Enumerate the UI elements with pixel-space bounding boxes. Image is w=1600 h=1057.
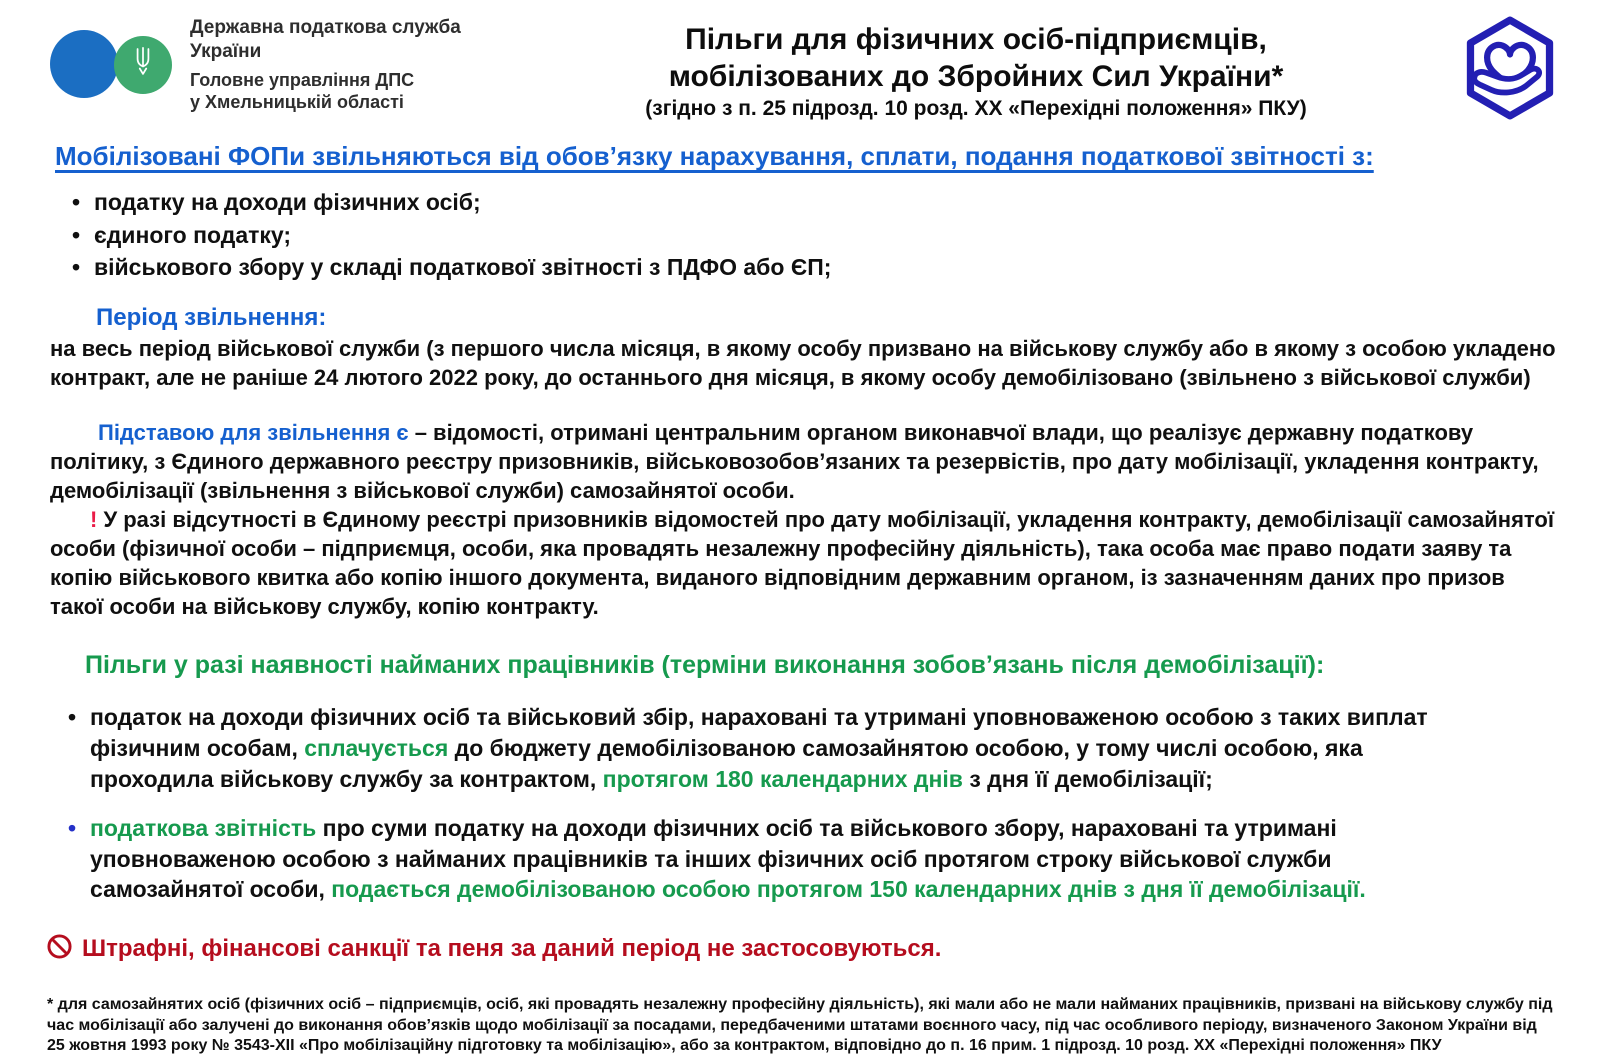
benefit-text — [90, 702, 1480, 794]
bullet-icon: • — [72, 254, 81, 281]
list-item-text: податку на доходи фізичних осіб; — [94, 189, 481, 215]
trident-icon — [130, 45, 156, 84]
penalties-text: Штрафні, фінансові санкції та пеня за даний період не застосовуються. — [82, 935, 942, 963]
care-heart-icon — [1458, 16, 1562, 125]
penalties-note — [46, 933, 1600, 965]
basis-paragraph — [50, 418, 1558, 505]
header — [0, 0, 1600, 125]
warning-body: У разі відсутності в Єдиному реєстрі призовників відомостей про дату мобілізації, укладення контракту, демобілізації самозайнятої особи (фізичної особи – підприємця, особи, яка провадять незалежну професійну діяльність), така особа має право подати заяву та копію військового квитка або копію іншого документа, виданого відповідним державним органом, із зазначенням даних про призов такої особи на військову службу, копію контракту. — [50, 507, 1555, 620]
benefits-heading: Пільги у разі наявності найманих працівників (терміни виконання зобов’язань після демобілізації): — [85, 651, 1325, 680]
basis-lead: Підставою для звільнення є — [98, 420, 409, 446]
list-item — [72, 251, 1600, 284]
benefit-highlight: протягом 180 календарних днів — [602, 766, 963, 792]
footnote: * для самозайнятих осіб (фізичних осіб – підприємців, осіб, які провадять незалежну професійну діяльність), які мали або не мали найманих працівників, призвані на військову службу під час мобілізації або залучені до виконання обов’язків щодо мобілізації за посадами, передбаченими штатами воєнного часу, під час особливого періоду, визначеного Законом України від 25 жовтня 1993 року № 3543-ХІІ «Про мобілізаційну підготовку та мобілізацію», або за контрактом, відповідно до п. 16 прим. 1 підрозд. 10 розд. ХХ «Перехідні положення» ПКУ — [47, 996, 1553, 1055]
warning-exclamation-icon: ! — [90, 507, 98, 533]
list-item — [72, 186, 1600, 219]
bullet-icon: • — [68, 704, 77, 731]
org-name-block — [190, 16, 500, 114]
list-item — [72, 219, 1600, 252]
basis-body: – відомості, отримані центральним органом виконавчої влади, що реалізує державну податкову політику, з Єдиного державного реєстру призовників, військовозобов’язаних та резервістів, про дату мобілізації, укладення контракту, демобілізації (звільнення з військової служби) самозайнятої особи. — [50, 420, 1539, 504]
list-item-text: військового збору у складі податкової звітності з ПДФО або ЄП; — [94, 254, 832, 281]
bullet-icon: • — [72, 221, 81, 248]
exemption-list — [72, 186, 1600, 284]
benefit-item-tax-payment — [68, 702, 1480, 794]
title-line-1: Пільги для фізичних осіб-підприємців, — [685, 23, 1267, 56]
page-title — [500, 16, 1452, 121]
org-department: Головне управління ДПС — [190, 69, 415, 90]
warning-paragraph — [50, 505, 1558, 621]
benefit-item-tax-reporting — [68, 813, 1480, 905]
period-heading: Період звільнення: — [96, 303, 327, 331]
bullet-icon: • — [68, 814, 77, 841]
bullet-icon: • — [72, 189, 81, 215]
prohibition-icon — [46, 933, 73, 965]
exemption-heading: Мобілізовані ФОПи звільняються від обов’язку нарахування, сплати, подання податкової звітності з: — [55, 141, 1374, 171]
logo-green-circle — [114, 36, 172, 94]
benefit-text — [90, 813, 1480, 905]
benefit-text-part: про суми податку на доходи фізичних осіб та військового збору, нараховані та утримані уповноваженою особою з найманих працівників та інших фізичних осіб протягом строку військової служби самозайнятої особи, — [90, 814, 1337, 903]
list-item-text: єдиного податку; — [94, 221, 292, 248]
title-line-2: мобілізованих до Збройних Сил України* — [668, 59, 1284, 93]
logo-circles — [50, 26, 178, 104]
benefit-text-part: до бюджету демобілізованою самозайнятою особою, у тому числі особою, яка проходила військову службу за контрактом, — [90, 735, 1363, 792]
logo-blue-circle — [50, 30, 118, 98]
title-legal-reference: (згідно з п. 25 підрозд. 10 розд. ХХ «Перехідні положення» ПКУ) — [645, 97, 1307, 121]
org-region: у Хмельницькій області — [190, 92, 404, 112]
org-name: Державна податкова служба України — [190, 17, 461, 62]
benefit-text-part: з дня її демобілізації; — [962, 766, 1213, 792]
benefit-highlight: подається демобілізованою особою протягом 150 календарних днів з дня її демобілізації. — [331, 876, 1366, 903]
benefit-highlight: податкова звітність — [90, 814, 317, 841]
benefit-highlight: сплачується — [304, 735, 449, 762]
benefit-text-part: податок на доходи фізичних осіб та військовий збір, нараховані та утримані уповноваженою особою з таких виплат фізичним особам, — [90, 704, 1428, 762]
period-body: на весь період військової служби (з першого числа місяця, в якому особу призвано на військову службу або в якому з особою укладено контракт, але не раніше 24 лютого 2022 року, до останнього дня місяця, в якому особу демобілізовано (звільнено з військової служби) — [50, 335, 1556, 390]
tax-service-logo — [50, 16, 500, 114]
